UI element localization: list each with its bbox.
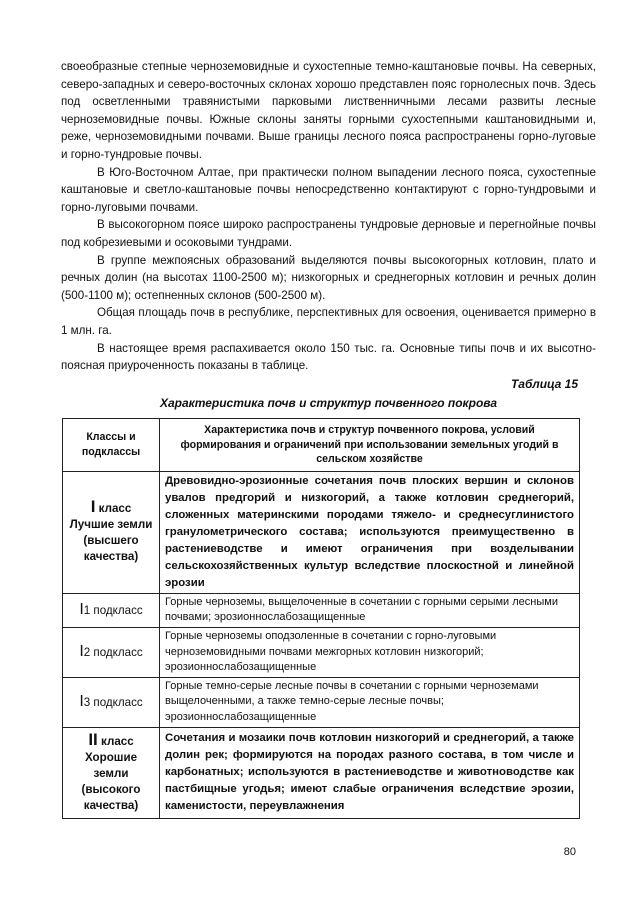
soil-classification-table — [62, 418, 580, 819]
paragraph-4: В группе межпоясных образований выделяются почвы высокогорных котловин, плато и речных долин (на высотах 1100-2500 м); низкогорных и среднегорных котловин и речных долин (500-1100 м); остепненных склонов (500-2500 м). — [61, 253, 596, 302]
page-number: 80 — [563, 846, 576, 858]
class-2-name: Хорошие земли (высокого качества) — [81, 750, 141, 812]
subclass-2-description: Горные черноземы оподзоленные в сочетании с горно-луговыми черноземовидными почвами межгорных котловин низкогорий; эрозионнослабозащищенные — [160, 627, 580, 677]
subclass-1-label: 1 подкласс — [83, 604, 143, 618]
table-row-class-1 — [63, 471, 580, 593]
paragraph-1: своеобразные степные черноземовидные и сухостепные темно-каштановые почвы. На северных, северо-западных и северо-восточных склонах хорошо представлен пояс горнолесных почв. Здесь под осветленными травянистыми парковыми лиственничными лесами развиты лесные черноземовидные почвы. Южные склоны заняты горными сухостепными каштановидными и, реже, черноземовидными почвами. Выше границы лесного пояса распространены горно-луговые и горно-тундровые почвы. — [61, 60, 596, 161]
class-1-name: Лучшие земли (высшего качества) — [69, 518, 153, 564]
table-row-class-2 — [63, 727, 580, 818]
table-label: Таблица 15 — [510, 377, 578, 391]
subclass-3-description: Горные темно-серые лесные почвы в сочетании с горными черноземами выщелоченными, а также темно-серые лесные почвы; эрозионнослабозащищенные — [160, 677, 580, 727]
class-2-description: Сочетания и мозаики почв котловин низкогорий и среднегорий, а также долин рек; формируются на породах разного состава, в том числе и карбонатных; используются в растениеводстве и животноводстве как пастбищные угодья; имеют слабые ограничения вследствие эрозии, каменистости, переувлажнения — [160, 727, 580, 818]
table-header-row — [63, 419, 580, 472]
table-title: Характеристика почв и структур почвенного покрова — [159, 396, 498, 410]
subclass-3-label: 3 подкласс — [83, 696, 143, 710]
subclass-2-numeral: I — [79, 643, 84, 661]
class-1-description: Древовидно-эрозионные сочетания почв плоских вершин и склонов увалов предгорий и низкогорий, а также котловин среднегорий, сложенных материнскими породами тяжело- и среднесуглинистого гранулометрического состава; используются преимущественно в растениеводстве и имеют ограничения при возделывании сельскохозяйственных культур вследствие плоскостной и линейной эрозии — [160, 471, 580, 593]
subclass-2-label: 2 подкласс — [83, 646, 143, 660]
subclass-1-description: Горные черноземы, выщелоченные в сочетании с горными серыми лесными почвами; эрозионнослабозащищенные — [160, 593, 580, 627]
subclass-2-cell — [63, 627, 160, 677]
table-row-subclass-1 — [63, 593, 580, 627]
paragraph-6: В настоящее время распахивается около 150 тыс. га. Основные типы почв и их высотно-поясная приуроченность показаны в таблице. — [61, 341, 596, 373]
class-2-word: класс — [101, 734, 134, 748]
table-row-subclass-2 — [63, 627, 580, 677]
class-2-numeral: II — [88, 729, 98, 749]
subclass-1-cell — [63, 593, 160, 627]
class-1-word: класс — [98, 502, 132, 516]
class-1-numeral: I — [90, 497, 96, 517]
class-1-cell — [63, 471, 160, 593]
table-row-subclass-3 — [63, 677, 580, 727]
body-text — [61, 58, 596, 375]
header-characteristics: Характеристика почв и структур почвенного покрова, условий формирования и ограничений при использовании земельных угодий в сельском хозяйстве — [160, 419, 580, 472]
subclass-3-numeral: I — [79, 693, 84, 711]
paragraph-2: В Юго-Восточном Алтае, при практически полном выпадении лесного пояса, сухостепные каштановые и светло-каштановые почвы непосредственно контактируют с горно-тундровыми и горно-луговыми почвами. — [61, 165, 596, 214]
subclass-1-numeral: I — [79, 601, 84, 619]
class-2-cell — [63, 727, 160, 818]
header-classes: Классы и подклассы — [63, 419, 160, 472]
paragraph-3: В высокогорном поясе широко распространены тундровые дерновые и перегнойные почвы под кобрезиевыми и осоковыми тундрами. — [61, 218, 596, 249]
paragraph-5: Общая площадь почв в республике, перспективных для освоения, оценивается примерно в 1 млн. га. — [61, 306, 596, 337]
subclass-3-cell — [63, 677, 160, 727]
